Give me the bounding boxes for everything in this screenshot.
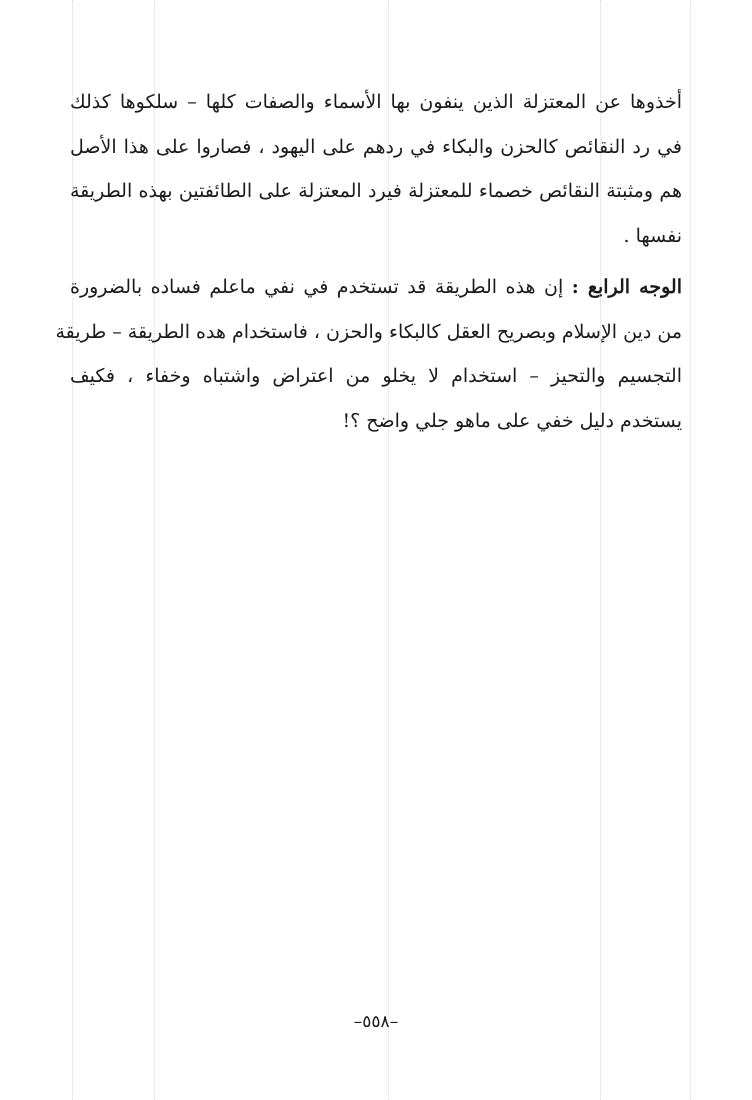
paragraph-1-line: أخذوها عن المعتزلة الذين ينفون بها الأسماء والصفات كلها – سلكوها كذلك [70,91,682,113]
paragraph-2 [55,265,682,443]
section-heading: الوجه الرابع : [571,276,682,298]
paragraph-2-line: من دين الإسلام وبصريح العقل كالبكاء والحزن ، فاستخدام هده الطريقة – طريقة [55,320,682,343]
paragraph-2-first-line [70,265,682,310]
paragraph-1-line: هم ومثبتة النقائص خصماء للمعتزلة فيرد المعتزلة على الطائفتين بهذه الطريقة [70,180,682,202]
paragraph-2-line-text: إن هذه الطريقة قد تستخدم في نفي ماعلم فساده بالضرورة [70,276,564,298]
scan-guide-line [690,0,691,1100]
paragraph-2-line: يستخدم دليل خفي على ماهو جلي واضح ؟! [342,409,682,432]
paragraph-1-line: نفسها . [623,224,682,247]
page-number: –٥٥٨– [353,1012,399,1032]
paragraph-1 [70,80,682,258]
paragraph-2-line: التجسيم والتحيز – استخدام لا يخلو من اعتراض واشتباه وخفاء ، فكيف [70,365,682,387]
paragraph-1-line: في رد النقائص كالحزن والبكاء في ردهم على اليهود ، فصاروا على هذا الأصل [70,135,682,158]
